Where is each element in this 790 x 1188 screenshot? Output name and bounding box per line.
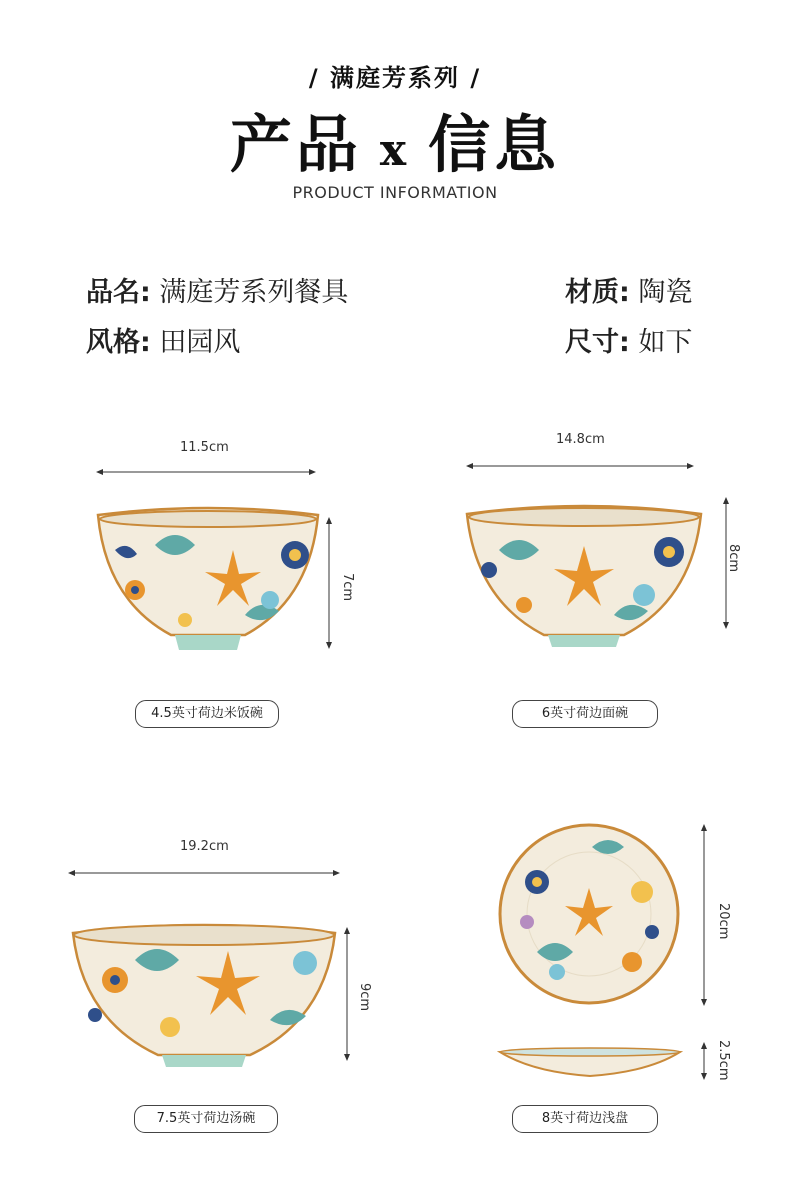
info-name — [86, 270, 348, 309]
page-title — [0, 95, 790, 184]
rice-bowl-height: 7cm — [340, 573, 355, 602]
info-material — [565, 270, 692, 309]
info-material-value: 陶瓷 — [638, 277, 693, 308]
title-right: 信息 — [428, 108, 561, 181]
info-style — [86, 320, 240, 359]
info-material-key: 材质: — [565, 277, 630, 308]
rice-bowl-height-arrow — [323, 517, 335, 649]
info-size-value: 如下 — [638, 327, 693, 358]
plate-top-image — [497, 822, 681, 1006]
soup-bowl-width: 19.2cm — [180, 839, 229, 854]
soup-bowl-height: 9cm — [357, 983, 372, 1012]
rice-bowl-width: 11.5cm — [180, 440, 229, 455]
noodle-bowl-label: 6英寸荷边面碗 — [512, 700, 658, 728]
title-x: x — [379, 124, 411, 176]
plate-side-image — [498, 1046, 682, 1082]
info-name-value: 满庭芳系列餐具 — [159, 277, 349, 308]
soup-bowl-width-arrow — [68, 867, 340, 879]
soup-bowl-image — [70, 915, 338, 1070]
rice-bowl-image — [95, 505, 321, 655]
page-subtitle: PRODUCT INFORMATION — [292, 183, 498, 202]
soup-bowl-height-arrow — [341, 927, 353, 1061]
info-size-key: 尺寸: — [565, 327, 630, 358]
plate-diameter-arrow — [698, 824, 710, 1006]
noodle-bowl-image — [464, 500, 704, 650]
plate-label: 8英寸荷边浅盘 — [512, 1105, 658, 1133]
info-name-key: 品名: — [86, 277, 151, 308]
info-style-key: 风格: — [86, 327, 151, 358]
plate-height-arrow — [698, 1042, 710, 1080]
plate-diameter: 20cm — [716, 903, 731, 940]
rice-bowl-width-arrow — [96, 466, 316, 478]
info-size — [565, 320, 692, 359]
plate-height: 2.5cm — [716, 1040, 731, 1081]
noodle-bowl-width-arrow — [466, 460, 694, 472]
rice-bowl-label: 4.5英寸荷边米饭碗 — [135, 700, 279, 728]
noodle-bowl-width: 14.8cm — [556, 432, 605, 447]
title-left: 产品 — [229, 108, 362, 181]
info-style-value: 田园风 — [159, 327, 241, 358]
series-label: / 满庭芳系列 / — [308, 64, 482, 92]
soup-bowl-label: 7.5英寸荷边汤碗 — [134, 1105, 278, 1133]
noodle-bowl-height: 8cm — [726, 544, 741, 573]
